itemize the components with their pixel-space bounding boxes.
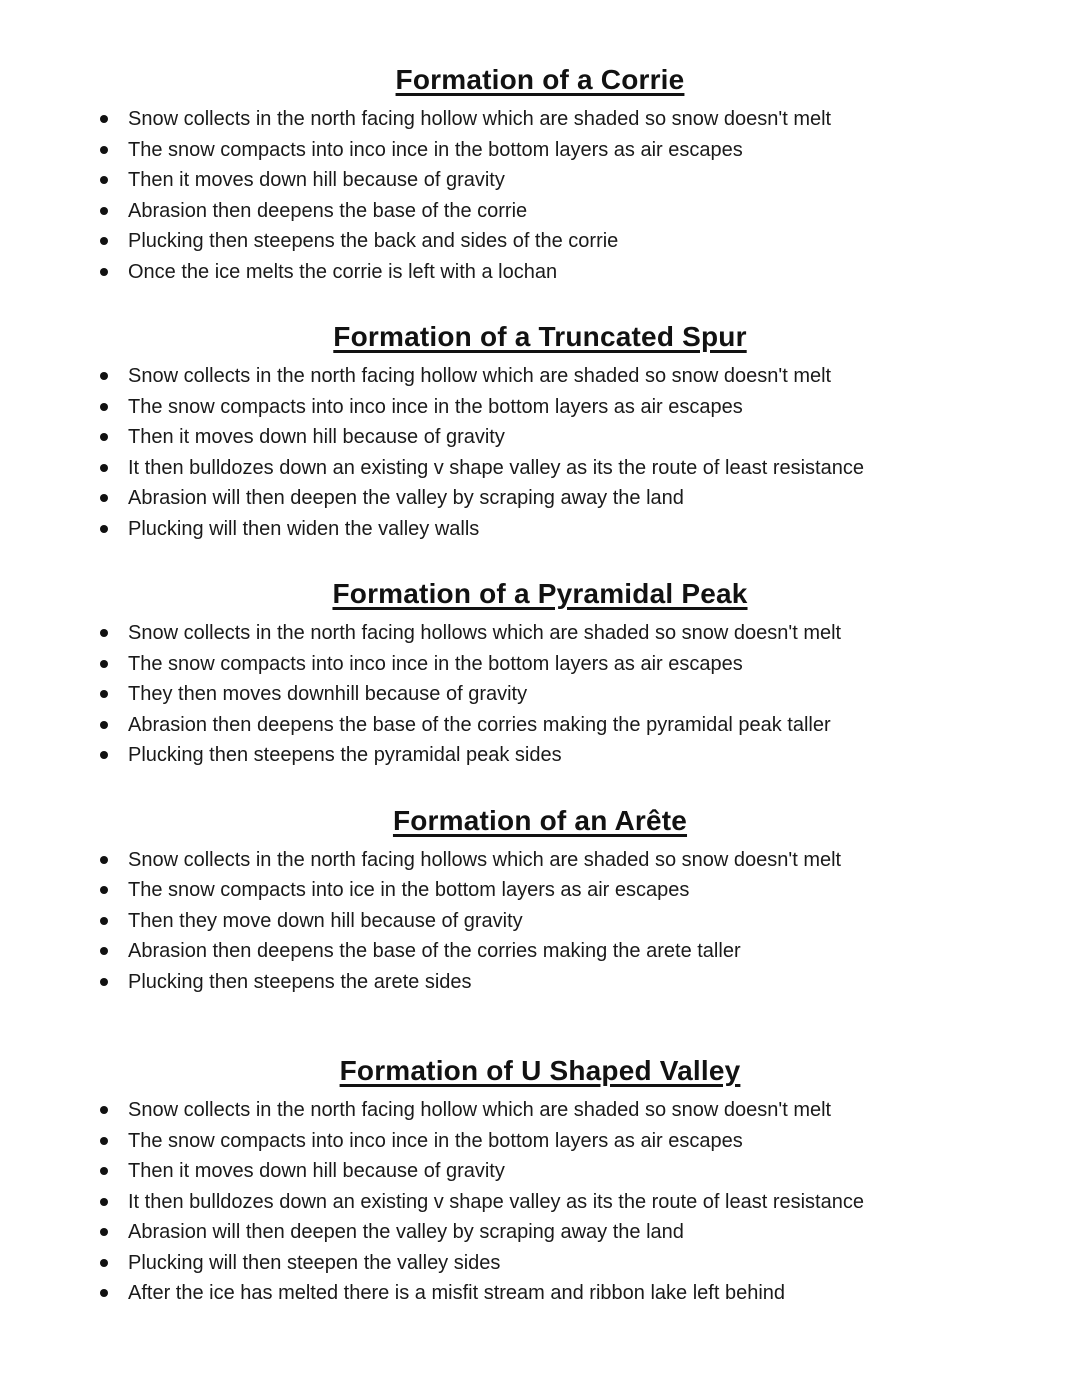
bullet-item: Abrasion then deepens the base of the corries making the pyramidal peak taller xyxy=(0,710,1080,741)
bullet-item: Snow collects in the north facing hollows which are shaded so snow doesn't melt xyxy=(0,618,1080,649)
bullet-item: Plucking then steepens the pyramidal peak sides xyxy=(0,740,1080,771)
bullet-item: Plucking will then widen the valley walls xyxy=(0,514,1080,545)
bullet-item: The snow compacts into inco ince in the bottom layers as air escapes xyxy=(0,392,1080,423)
bullet-item: The snow compacts into inco ince in the bottom layers as air escapes xyxy=(0,649,1080,680)
bullet-item: Snow collects in the north facing hollows which are shaded so snow doesn't melt xyxy=(0,845,1080,876)
bullet-item: Snow collects in the north facing hollow which are shaded so snow doesn't melt xyxy=(0,104,1080,135)
section-title-arete: Formation of an Arête xyxy=(392,804,688,836)
section-pyramidal-peak xyxy=(0,576,1080,771)
section-u-shaped-valley xyxy=(0,1053,1080,1309)
bullet-item: Then they move down hill because of gravity xyxy=(0,906,1080,937)
bullet-item: Snow collects in the north facing hollow which are shaded so snow doesn't melt xyxy=(0,361,1080,392)
section-title-truncated-spur: Formation of a Truncated Spur xyxy=(333,321,747,352)
bullet-item: It then bulldozes down an existing v shape valley as its the route of least resistance xyxy=(0,1187,1080,1218)
section-title-corrie: Formation of a Corrie xyxy=(395,64,685,95)
bullet-list-corrie xyxy=(0,104,1080,287)
section-title-pyramidal-peak: Formation of a Pyramidal Peak xyxy=(332,578,748,609)
bullet-item: Then it moves down hill because of gravity xyxy=(0,422,1080,453)
bullet-item: Plucking then steepens the back and sides of the corrie xyxy=(0,226,1080,257)
bullet-item: Then it moves down hill because of gravity xyxy=(0,165,1080,196)
bullet-item: Abrasion then deepens the base of the corrie xyxy=(0,196,1080,227)
bullet-item: They then moves downhill because of gravity xyxy=(0,679,1080,710)
section-arete xyxy=(0,803,1080,998)
bullet-item: Abrasion will then deepen the valley by scraping away the land xyxy=(0,483,1080,514)
section-truncated-spur xyxy=(0,319,1080,544)
bullet-item: Abrasion will then deepen the valley by scraping away the land xyxy=(0,1217,1080,1248)
bullet-item: Once the ice melts the corrie is left with a lochan xyxy=(0,257,1080,288)
bullet-item: The snow compacts into inco ince in the bottom layers as air escapes xyxy=(0,1126,1080,1157)
bullet-item: Plucking then steepens the arete sides xyxy=(0,967,1080,998)
section-corrie xyxy=(0,62,1080,287)
bullet-list-truncated-spur xyxy=(0,361,1080,544)
bullet-list-u-shaped-valley xyxy=(0,1095,1080,1309)
bullet-item: Plucking will then steepen the valley sides xyxy=(0,1248,1080,1279)
bullet-item: The snow compacts into inco ince in the bottom layers as air escapes xyxy=(0,135,1080,166)
bullet-item: The snow compacts into ice in the bottom layers as air escapes xyxy=(0,875,1080,906)
bullet-item: Snow collects in the north facing hollow which are shaded so snow doesn't melt xyxy=(0,1095,1080,1126)
bullet-list-arete xyxy=(0,845,1080,998)
bullet-item: It then bulldozes down an existing v shape valley as its the route of least resistance xyxy=(0,453,1080,484)
bullet-list-pyramidal-peak xyxy=(0,618,1080,771)
bullet-item: Abrasion then deepens the base of the corries making the arete taller xyxy=(0,936,1080,967)
bullet-item: After the ice has melted there is a misfit stream and ribbon lake left behind xyxy=(0,1278,1080,1309)
section-title-u-shaped-valley: Formation of U Shaped Valley xyxy=(339,1055,741,1086)
bullet-item: Then it moves down hill because of gravity xyxy=(0,1156,1080,1187)
